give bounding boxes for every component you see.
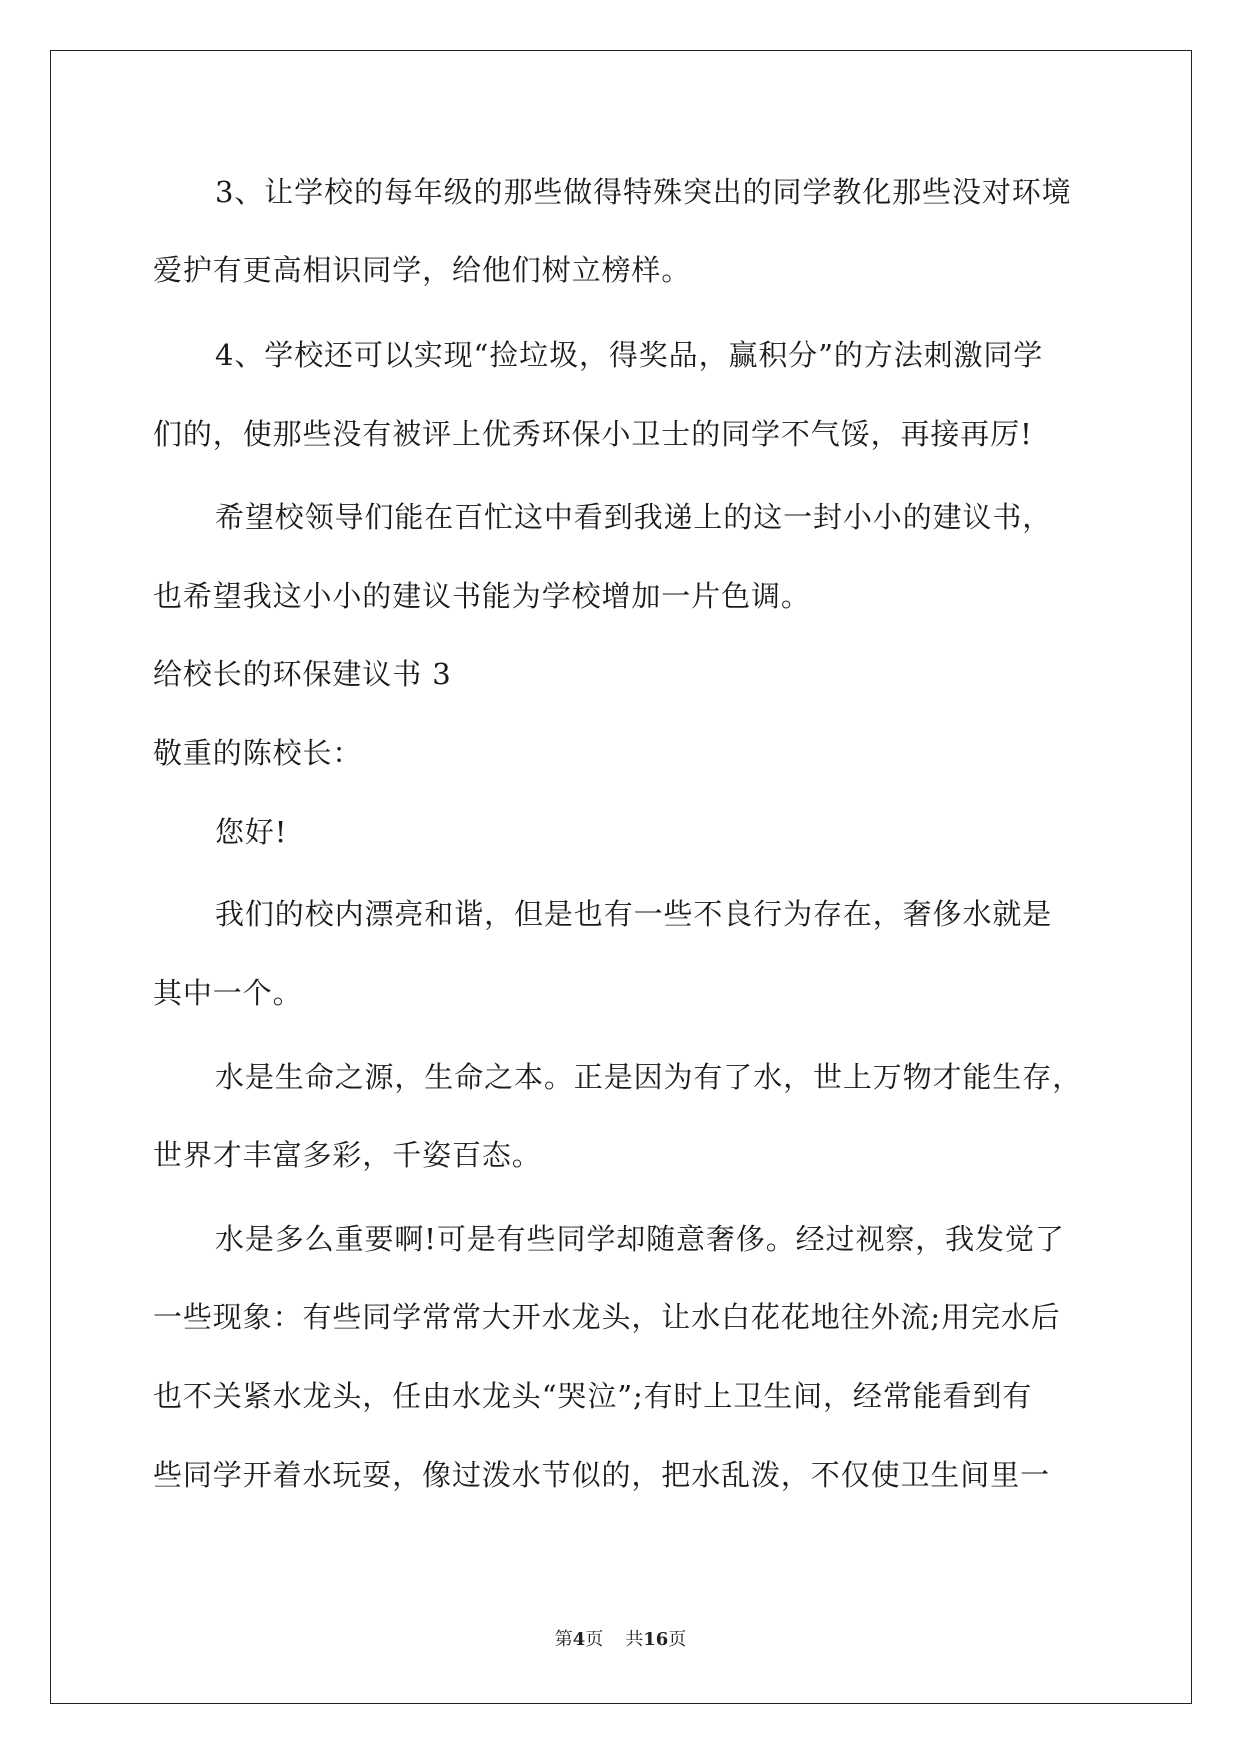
text-line: 们的，使那些没有被评上优秀环保小卫士的同学不气馁，再接再厉! — [153, 417, 1033, 451]
page-prefix: 第 — [554, 1629, 573, 1650]
total-suffix: 页 — [668, 1629, 687, 1650]
total-prefix: 共 — [625, 1629, 644, 1650]
text-line: 3、让学校的每年级的那些做得特殊突出的同学教化那些没对环境 — [215, 175, 1072, 209]
text-line: 世界才丰富多彩，千姿百态。 — [153, 1138, 542, 1172]
text-line: 一些现象：有些同学常常大开水龙头，让水白花花地往外流;用完水后 — [153, 1300, 1061, 1334]
text-line: 4、学校还可以实现“捡垃圾，得奖品，赢积分”的方法刺激同学 — [215, 338, 1044, 372]
text-line: 水是生命之源，生命之本。正是因为有了水，世上万物才能生存， — [215, 1060, 1083, 1094]
salutation: 敬重的陈校长： — [153, 736, 363, 770]
page-suffix: 页 — [585, 1629, 604, 1650]
text-line: 水是多么重要啊!可是有些同学却随意奢侈。经过视察，我发觉了 — [215, 1222, 1065, 1256]
page-number: 4 — [572, 1629, 586, 1650]
text-line: 其中一个。 — [153, 976, 303, 1010]
section-heading: 给校长的环保建议书 3 — [153, 657, 452, 691]
text-line: 爱护有更高相识同学，给他们树立榜样。 — [153, 253, 692, 287]
total-pages: 16 — [643, 1629, 669, 1650]
text-line: 也希望我这小小的建议书能为学校增加一片色调。 — [153, 579, 811, 613]
text-line: 希望校领导们能在百忙这中看到我递上的这一封小小的建议书， — [215, 500, 1053, 534]
page-footer — [0, 1628, 1241, 1652]
text-line: 我们的校内漂亮和谐，但是也有一些不良行为存在，奢侈水就是 — [215, 897, 1053, 931]
greeting: 您好! — [215, 815, 288, 849]
text-line: 些同学开着水玩耍，像过泼水节似的，把水乱泼，不仅使卫生间里一 — [153, 1458, 1051, 1492]
text-line: 也不关紧水龙头，任由水龙头“哭泣”;有时上卫生间，经常能看到有 — [153, 1379, 1033, 1413]
